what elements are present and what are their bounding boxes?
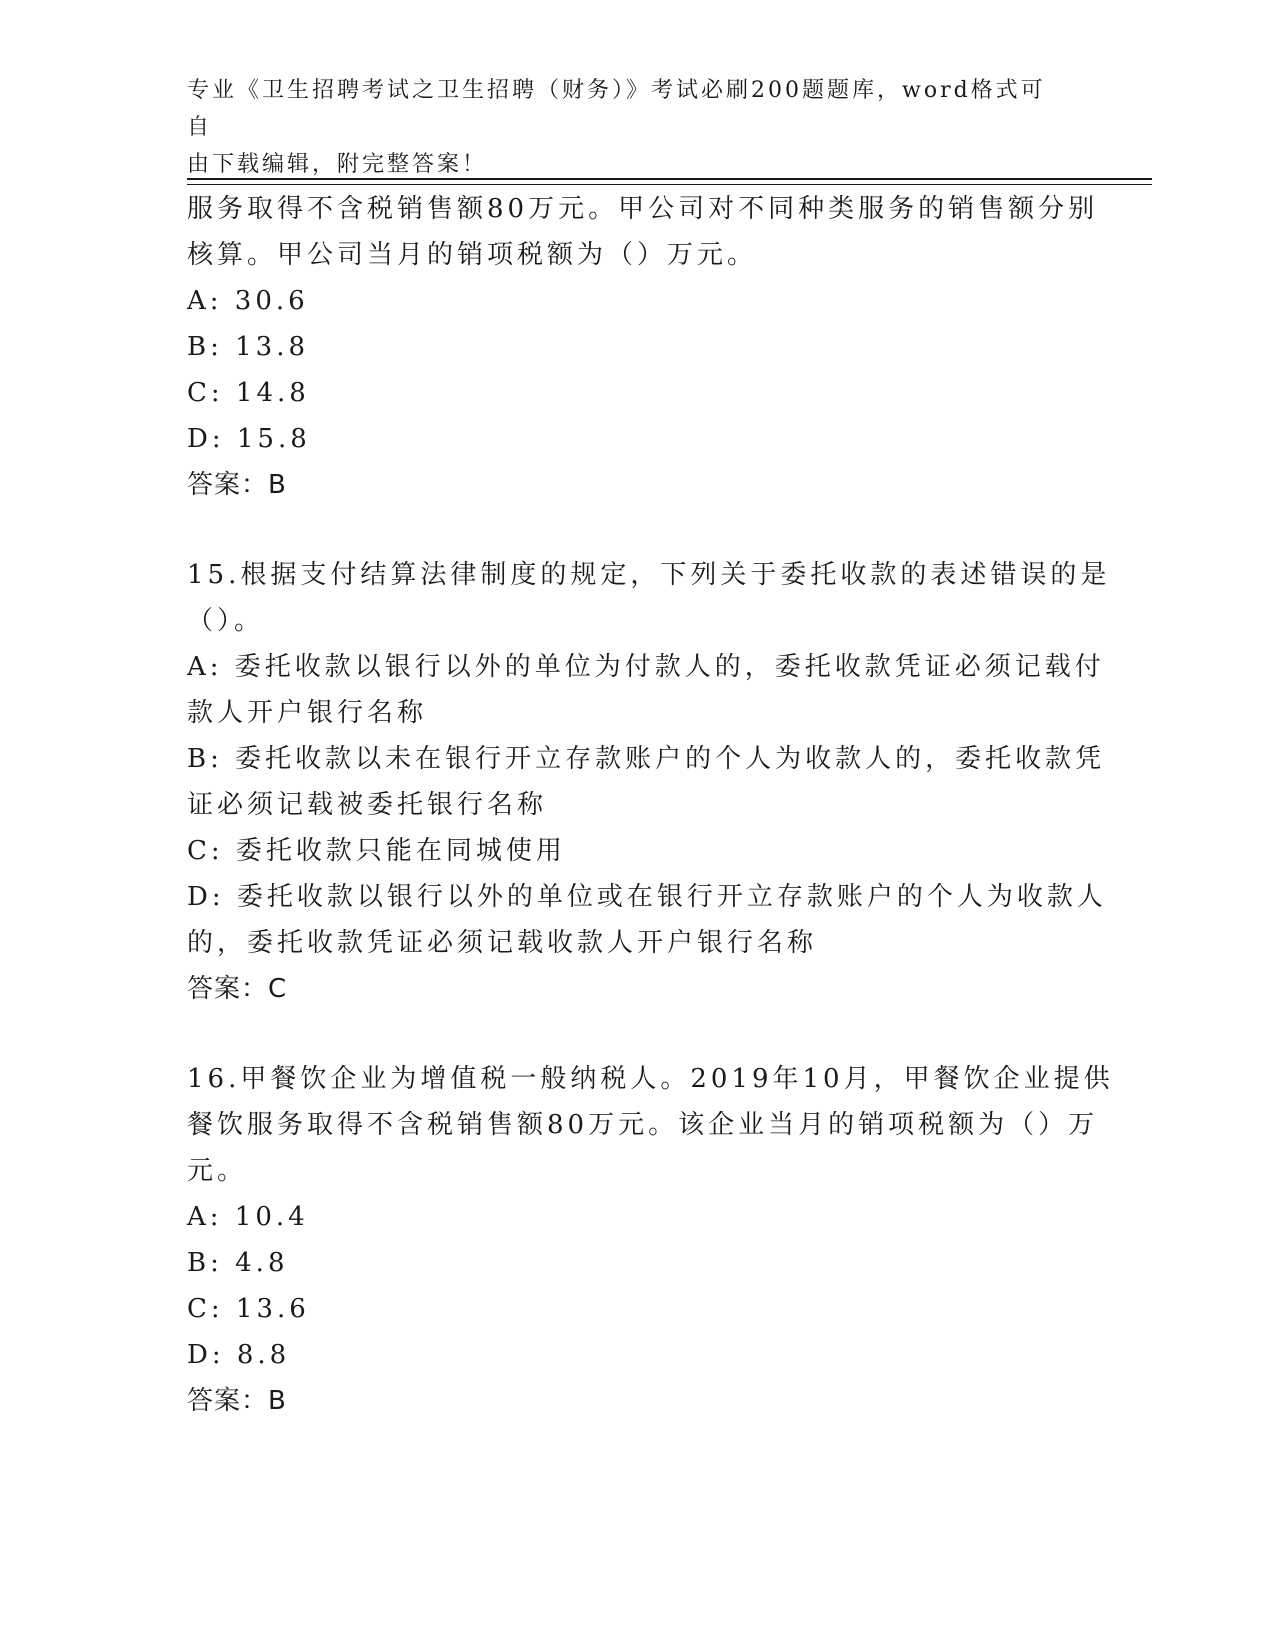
option-b: B: 委托收款以未在银行开立存款账户的个人为收款人的，委托收款凭: [187, 744, 1106, 774]
answer-line: 答案：B: [187, 470, 287, 500]
answer-line: 答案：C: [187, 974, 288, 1004]
option-a: A: 10.4: [187, 1202, 309, 1232]
question-stem-line: 元。: [187, 1156, 248, 1186]
question-stem-line: 核算。甲公司当月的销项税额为（）万元。: [187, 240, 758, 270]
option-d: D: 8.8: [187, 1340, 291, 1370]
header-line-1: 专业《卫生招聘考试之卫生招聘（财务）》考试必刷200题题库，word格式可自: [187, 78, 1046, 140]
option-c: C: 14.8: [187, 378, 310, 408]
question-stem-line: 16.甲餐饮企业为增值税一般纳税人。2019年10月，甲餐饮企业提供: [187, 1064, 1114, 1094]
header-line-2: 由下载编辑，附完整答案！: [187, 152, 488, 177]
question-16: [187, 1056, 1114, 1424]
option-c: C: 13.6: [187, 1294, 310, 1324]
option-a-continued: 款人开户银行名称: [187, 698, 428, 728]
option-a: A: 委托收款以银行以外的单位为付款人的，委托收款凭证必须记载付: [187, 652, 1105, 682]
document-header: [187, 72, 1067, 183]
question-stem-line: 15.根据支付结算法律制度的规定，下列关于委托收款的表述错误的是: [187, 560, 1111, 590]
option-a: A: 30.6: [187, 286, 309, 316]
question-stem-line: （）。: [187, 606, 265, 636]
header-divider-thin: [187, 184, 1152, 185]
option-c: C: 委托收款只能在同城使用: [187, 836, 566, 866]
question-content: [187, 186, 1114, 1424]
question-stem-line: 餐饮服务取得不含税销售额80万元。该企业当月的销项税额为（）万: [187, 1110, 1099, 1140]
option-b: B: 13.8: [187, 332, 310, 362]
question-spacer: [187, 1012, 1077, 1056]
answer-line: 答案：B: [187, 1386, 287, 1416]
option-d: D: 15.8: [187, 424, 311, 454]
question-14: [187, 186, 1099, 508]
question-stem-line: 服务取得不含税销售额80万元。甲公司对不同种类服务的销售额分别: [187, 194, 1099, 224]
header-divider-thick: [187, 178, 1152, 180]
option-d-continued: 的，委托收款凭证必须记载收款人开户银行名称: [187, 928, 818, 958]
option-b-continued: 证必须记载被委托银行名称: [187, 790, 548, 820]
option-b: B: 4.8: [187, 1248, 289, 1278]
question-15: [187, 552, 1111, 1012]
option-d: D: 委托收款以银行以外的单位或在银行开立存款账户的个人为收款人: [187, 882, 1107, 912]
question-spacer: [187, 508, 1077, 552]
